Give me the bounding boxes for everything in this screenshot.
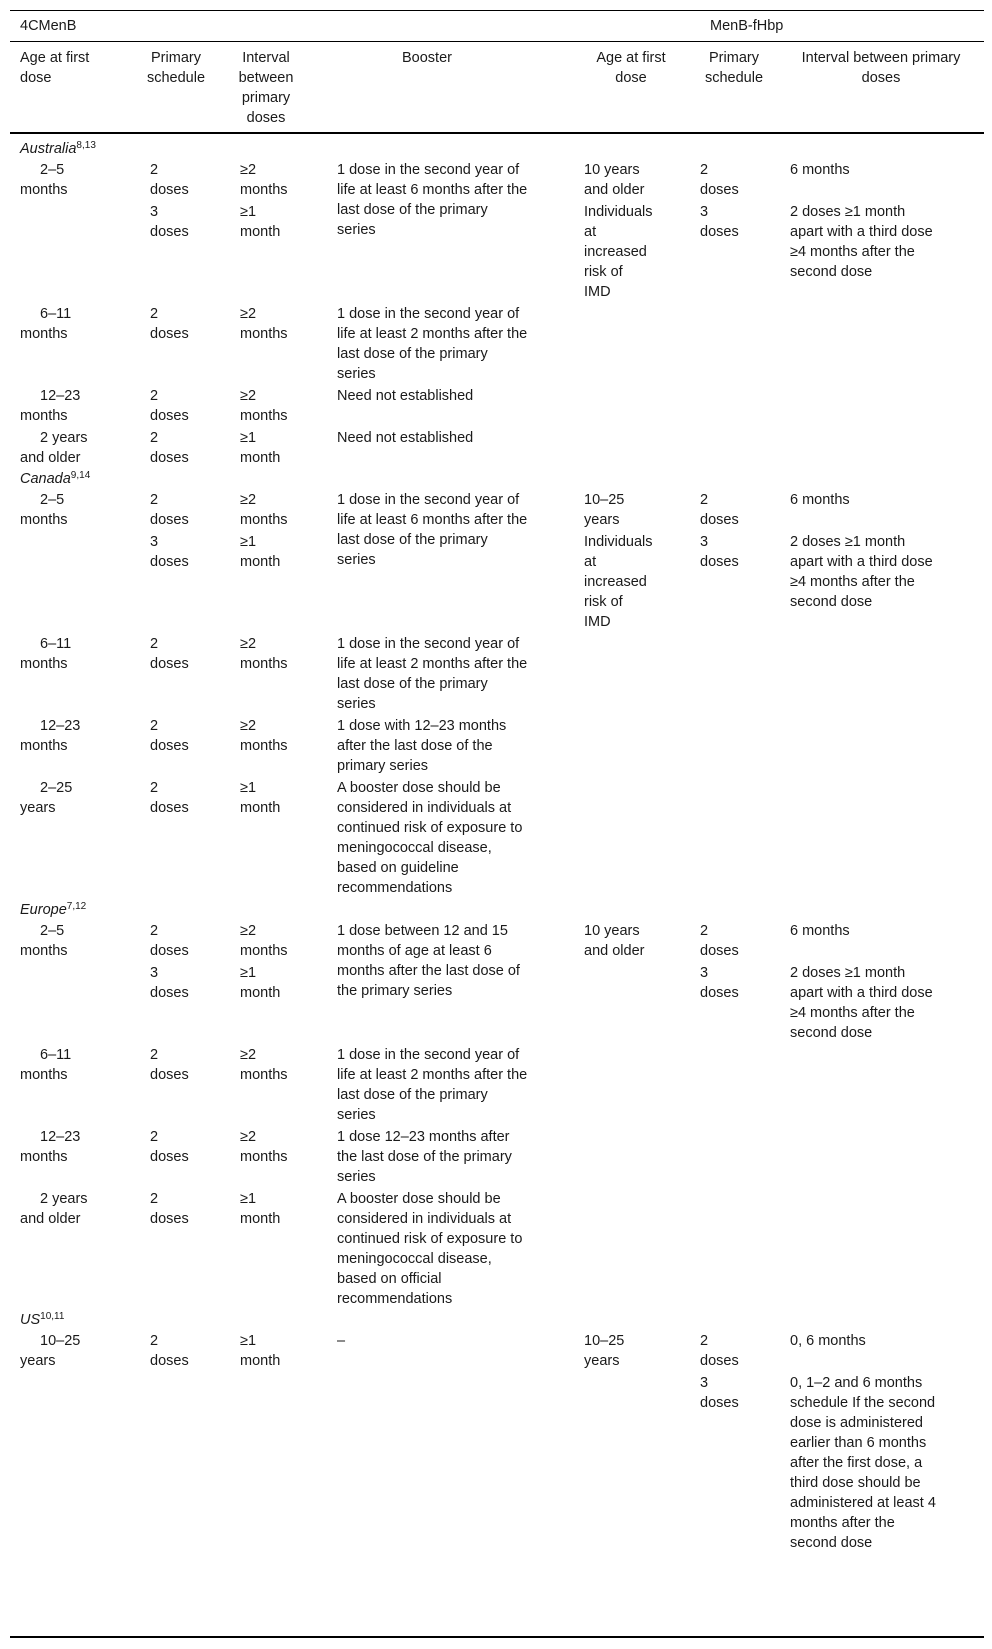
region-canada: Canada$^{9,14}$ [20,470,91,487]
group-header-4cmenb: 4CMenB [20,18,77,34]
column-header-booster: Booster [402,50,452,66]
group-header-rule [10,41,984,42]
group-header-menb-fhbp: MenB-fHbp [710,18,784,34]
table-bottom-rule [10,1636,984,1638]
menb-schedule-table: 4CMenB MenB-fHbp Age at first dose Primary schedule Interval between primary doses Booster Age at first dose Primary schedule Interval between primary doses Australia$^{8,13}$ 2–5 months 2 doses 3 doses ≥2 months ≥1 month 1 dose in the second year of life at least 6 months after the last dose of the primary series 10 years and older 2 doses 6 months Individuals at increased risk of IMD 3 doses 2 doses ≥1 month apart with a third dose ≥4 months after the second dose 6–11 months 2 doses ≥2 months 1 dose in the second year of life at least 2 months after the last dose of the primary series 12–23 months 2 doses ≥2 months Need not established 2 years and older 2 doses ≥1 month Need not established Canada$^{9,14}$ 2–5 months 2 doses 3 doses ≥2 months ≥1 month 1 dose in the second year of life at least 6 months after the last dose of the primary series 10–25 years 2 doses 6 months Individuals at increased risk of IMD 3 doses 2 doses ≥1 month apart with a third dose ≥4 months after the second dose 6–11 months 2 doses ≥2 months 1 dose in the second year of life at least 2 months after the last dose of the primary series 12–23 months 2 doses ≥2 months 1 dose with 12–23 months after the last dose of the primary series 2–25 years 2 doses ≥1 month A booster dose should be considered in individuals at continued risk of exposure to meningococcal disease, based on guideline recommendations Europe$^{7,12}$ 2–5 months 2 doses 3 doses ≥2 months ≥1 month 1 dose between 12 and 15 months of age at least 6 months after the last dose of the primary series 10 years and older 2 doses 6 months 3 doses 2 doses ≥1 month apart with a third dose ≥4 months after the second dose 6–11 months 2 doses ≥2 months 1 dose in the second year of life at least 2 months after the last dose of the primary series 12–23 months 2 doses ≥2 months 1 dose 12–23 months after the last dose of the primary series 2 years and older 2 doses ≥1 month A booster dose should be considered in individuals at continued risk of exposure to meningococcal disease, based on official recommendations US$^{10,11}$ 10–25 years 2 doses ≥1 month – 10–25 years 2 doses 0, 6 months 3 doses 0, 1–2 and 6 months schedule If the second dose is administered earlier than 6 months after the first dose, a third dose should be administered at least 4 months after the second dose [0,0,992,1649]
header-bottom-rule [10,132,984,134]
region-europe: Europe$^{7,12}$ [20,901,87,918]
table-top-rule [10,10,984,11]
region-us: US$^{10,11}$ [20,1311,65,1328]
region-australia: Australia$^{8,13}$ [20,140,96,157]
